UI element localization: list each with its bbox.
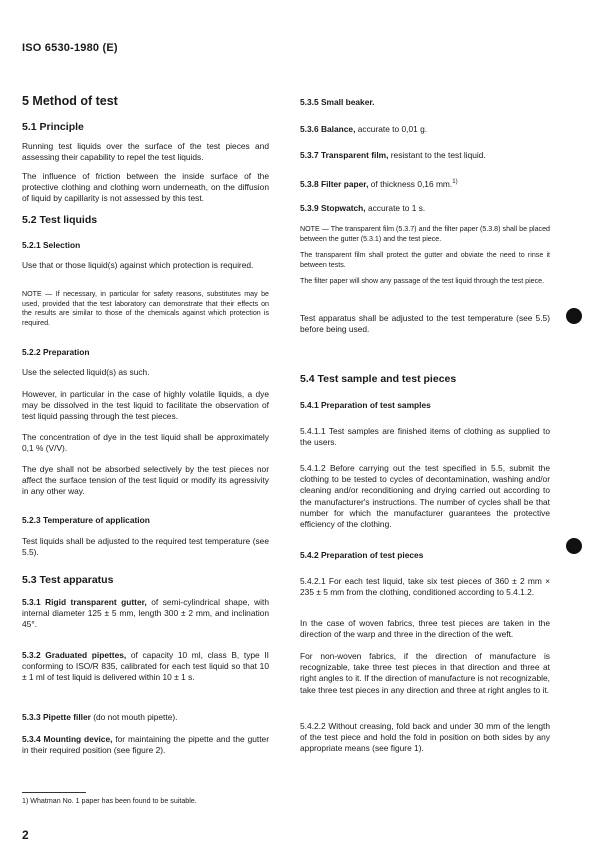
item-5-3-6 (300, 124, 550, 135)
item-5-3-7 (300, 150, 550, 161)
item-5-3-3-lead: 5.3.3 Pipette filler (22, 712, 91, 722)
punch-hole-dot (566, 538, 582, 554)
section-5-4-1-heading: 5.4.1 Preparation of test samples (300, 400, 431, 410)
item-5-3-3 (22, 712, 269, 723)
item-5-3-1 (22, 597, 269, 631)
item-5-3-2 (22, 650, 269, 684)
principle-paragraph-2: The influence of friction between the inside surface of the protective clothing and clothing worn underneath, on the diffusion of liquid by capillarity is not assessed by this test. (22, 171, 269, 204)
non-woven-fabrics-paragraph: For non-woven fabrics, if the direction of manufacture is recognizable, take three test pieces in that direction and three at right angles to it. If the direction of manufacture is not recognizable, take three test pieces in any direction and three at right angles to it. (300, 651, 550, 695)
section-5-2-2-heading: 5.2.2 Preparation (22, 347, 90, 357)
section-5-3-heading: 5.3 Test apparatus (22, 574, 114, 586)
section-5-2-3-heading: 5.2.3 Temperature of application (22, 515, 150, 525)
item-5-3-2-lead: 5.3.2 Graduated pipettes, (22, 650, 127, 660)
item-5-3-1-text: of semi-cylindrical shape, with internal diameter 125 ± 5 mm, length 300 ± 2 mm, and inclination 45°. (22, 597, 269, 630)
temperature-paragraph: Test liquids shall be adjusted to the required test temperature (see 5.5). (22, 536, 269, 558)
footnote: 1) Whatman No. 1 paper has been found to be suitable. (22, 797, 197, 805)
item-5-3-8-text: of thickness 0,16 mm. (368, 178, 453, 189)
apparatus-note-2: The transparent film shall protect the gutter and obviate the need to rinse it between tests. (300, 251, 550, 269)
section-5-4-heading: 5.4 Test sample and test pieces (300, 373, 457, 385)
section-5-heading: 5 Method of test (22, 94, 118, 108)
item-5-3-6-text: accurate to 0,01 g. (355, 124, 428, 134)
item-5-3-9-lead: 5.3.9 Stopwatch, (300, 203, 366, 213)
running-header: ISO 6530-1980 (E) (22, 42, 118, 54)
section-5-4-2-heading: 5.4.2 Preparation of test pieces (300, 550, 424, 560)
preparation-paragraph-2: However, in particular in the case of highly volatile liquids, a dye may be dissolved in the test liquid to facilitate the observation of test liquid passing through the test pieces. (22, 389, 269, 422)
item-5-3-7-lead: 5.3.7 Transparent film, (300, 150, 389, 160)
item-5-3-9-text: accurate to 1 s. (365, 203, 426, 213)
apparatus-note-1: NOTE — The transparent film (5.3.7) and the filter paper (5.3.8) shall be placed between the gutter (5.3.1) and the test piece. (300, 225, 550, 243)
footnote-rule (22, 792, 86, 793)
section-5-2-heading: 5.2 Test liquids (22, 214, 98, 226)
selection-note: NOTE — If necessary, in particular for safety reasons, substitutes may be used, provided that the test laboratory can demonstrate that their effects on the results are similar to those of the chemicals against which protection is required. (22, 290, 269, 327)
item-5-3-8-lead: 5.3.8 Filter paper, (300, 178, 369, 189)
page-number: 2 (22, 828, 29, 842)
item-5-3-7-text: resistant to the test liquid. (388, 150, 486, 160)
item-5-3-4-text: for maintaining the pipette and the gutter in their required position (see figure 2). (22, 734, 269, 756)
item-5-3-5: 5.3.5 Small beaker. (300, 97, 375, 107)
section-5-1-heading: 5.1 Principle (22, 121, 84, 133)
preparation-paragraph-4: The dye shall not be absorbed selectively by the test pieces nor affect the surface tension of the test liquid or modify its agressivity in any other way. (22, 464, 269, 497)
preparation-paragraph-3: The concentration of dye in the test liquid shall be approximately 0,1 % (V/V). (22, 432, 269, 454)
item-5-3-3-text: (do not mouth pipette). (90, 712, 178, 722)
item-5-3-4 (22, 734, 269, 756)
item-5-4-1-1: 5.4.1.1 Test samples are finished items of clothing as supplied to the users. (300, 426, 550, 448)
item-5-3-1-lead: 5.3.1 Rigid transparent gutter, (22, 597, 147, 607)
principle-paragraph-1: Running test liquids over the surface of the test pieces and assessing their capability to repel the test liquids. (22, 141, 269, 163)
footnote-marker: 1) (452, 179, 458, 185)
woven-fabrics-paragraph: In the case of woven fabrics, three test pieces are taken in the direction of the warp and three in the direction of the weft. (300, 618, 550, 640)
item-5-3-2-text: of capacity 10 ml, class B, type II conforming to ISO/R 835, calibrated for each test liquid so that 10 ± 1 ml of test liquid is delivered within 10 ± 1 s. (22, 650, 270, 683)
item-5-3-4-lead: 5.3.4 Mounting device, (22, 734, 113, 744)
punch-hole-dot (566, 308, 582, 324)
item-5-3-8 (300, 177, 550, 190)
apparatus-note-3: The filter paper will show any passage of the test liquid through the test piece. (300, 277, 545, 285)
preparation-paragraph-1: Use the selected liquid(s) as such. (22, 367, 150, 377)
item-5-3-6-lead: 5.3.6 Balance, (300, 124, 356, 134)
section-5-2-1-heading: 5.2.1 Selection (22, 240, 81, 250)
selection-paragraph: Use that or those liquid(s) against which protection is required. (22, 260, 254, 270)
item-5-4-2-1: 5.4.2.1 For each test liquid, take six test pieces of 360 ± 2 mm × 235 ± 5 mm from the clothing, conditioned according to 5.4.1.2. (300, 576, 550, 598)
apparatus-adjust-paragraph: Test apparatus shall be adjusted to the test temperature (see 5.5) before being used. (300, 313, 550, 335)
item-5-4-2-2: 5.4.2.2 Without creasing, fold back and under 30 mm of the length of the test piece and hold the fold in position on both sides by any appropriate means (see figure 1). (300, 721, 550, 754)
item-5-3-9 (300, 203, 550, 214)
item-5-4-1-2: 5.4.1.2 Before carrying out the test specified in 5.5, submit the clothing to be tested to cycles of decontamination, washing and/or cleaning and/or reconditioning and drying carried out according to the manufacturer's instructions. The number of cycles shall be that number for which the manufacturer guarantees the protective efficiency of the clothing. (300, 463, 550, 530)
